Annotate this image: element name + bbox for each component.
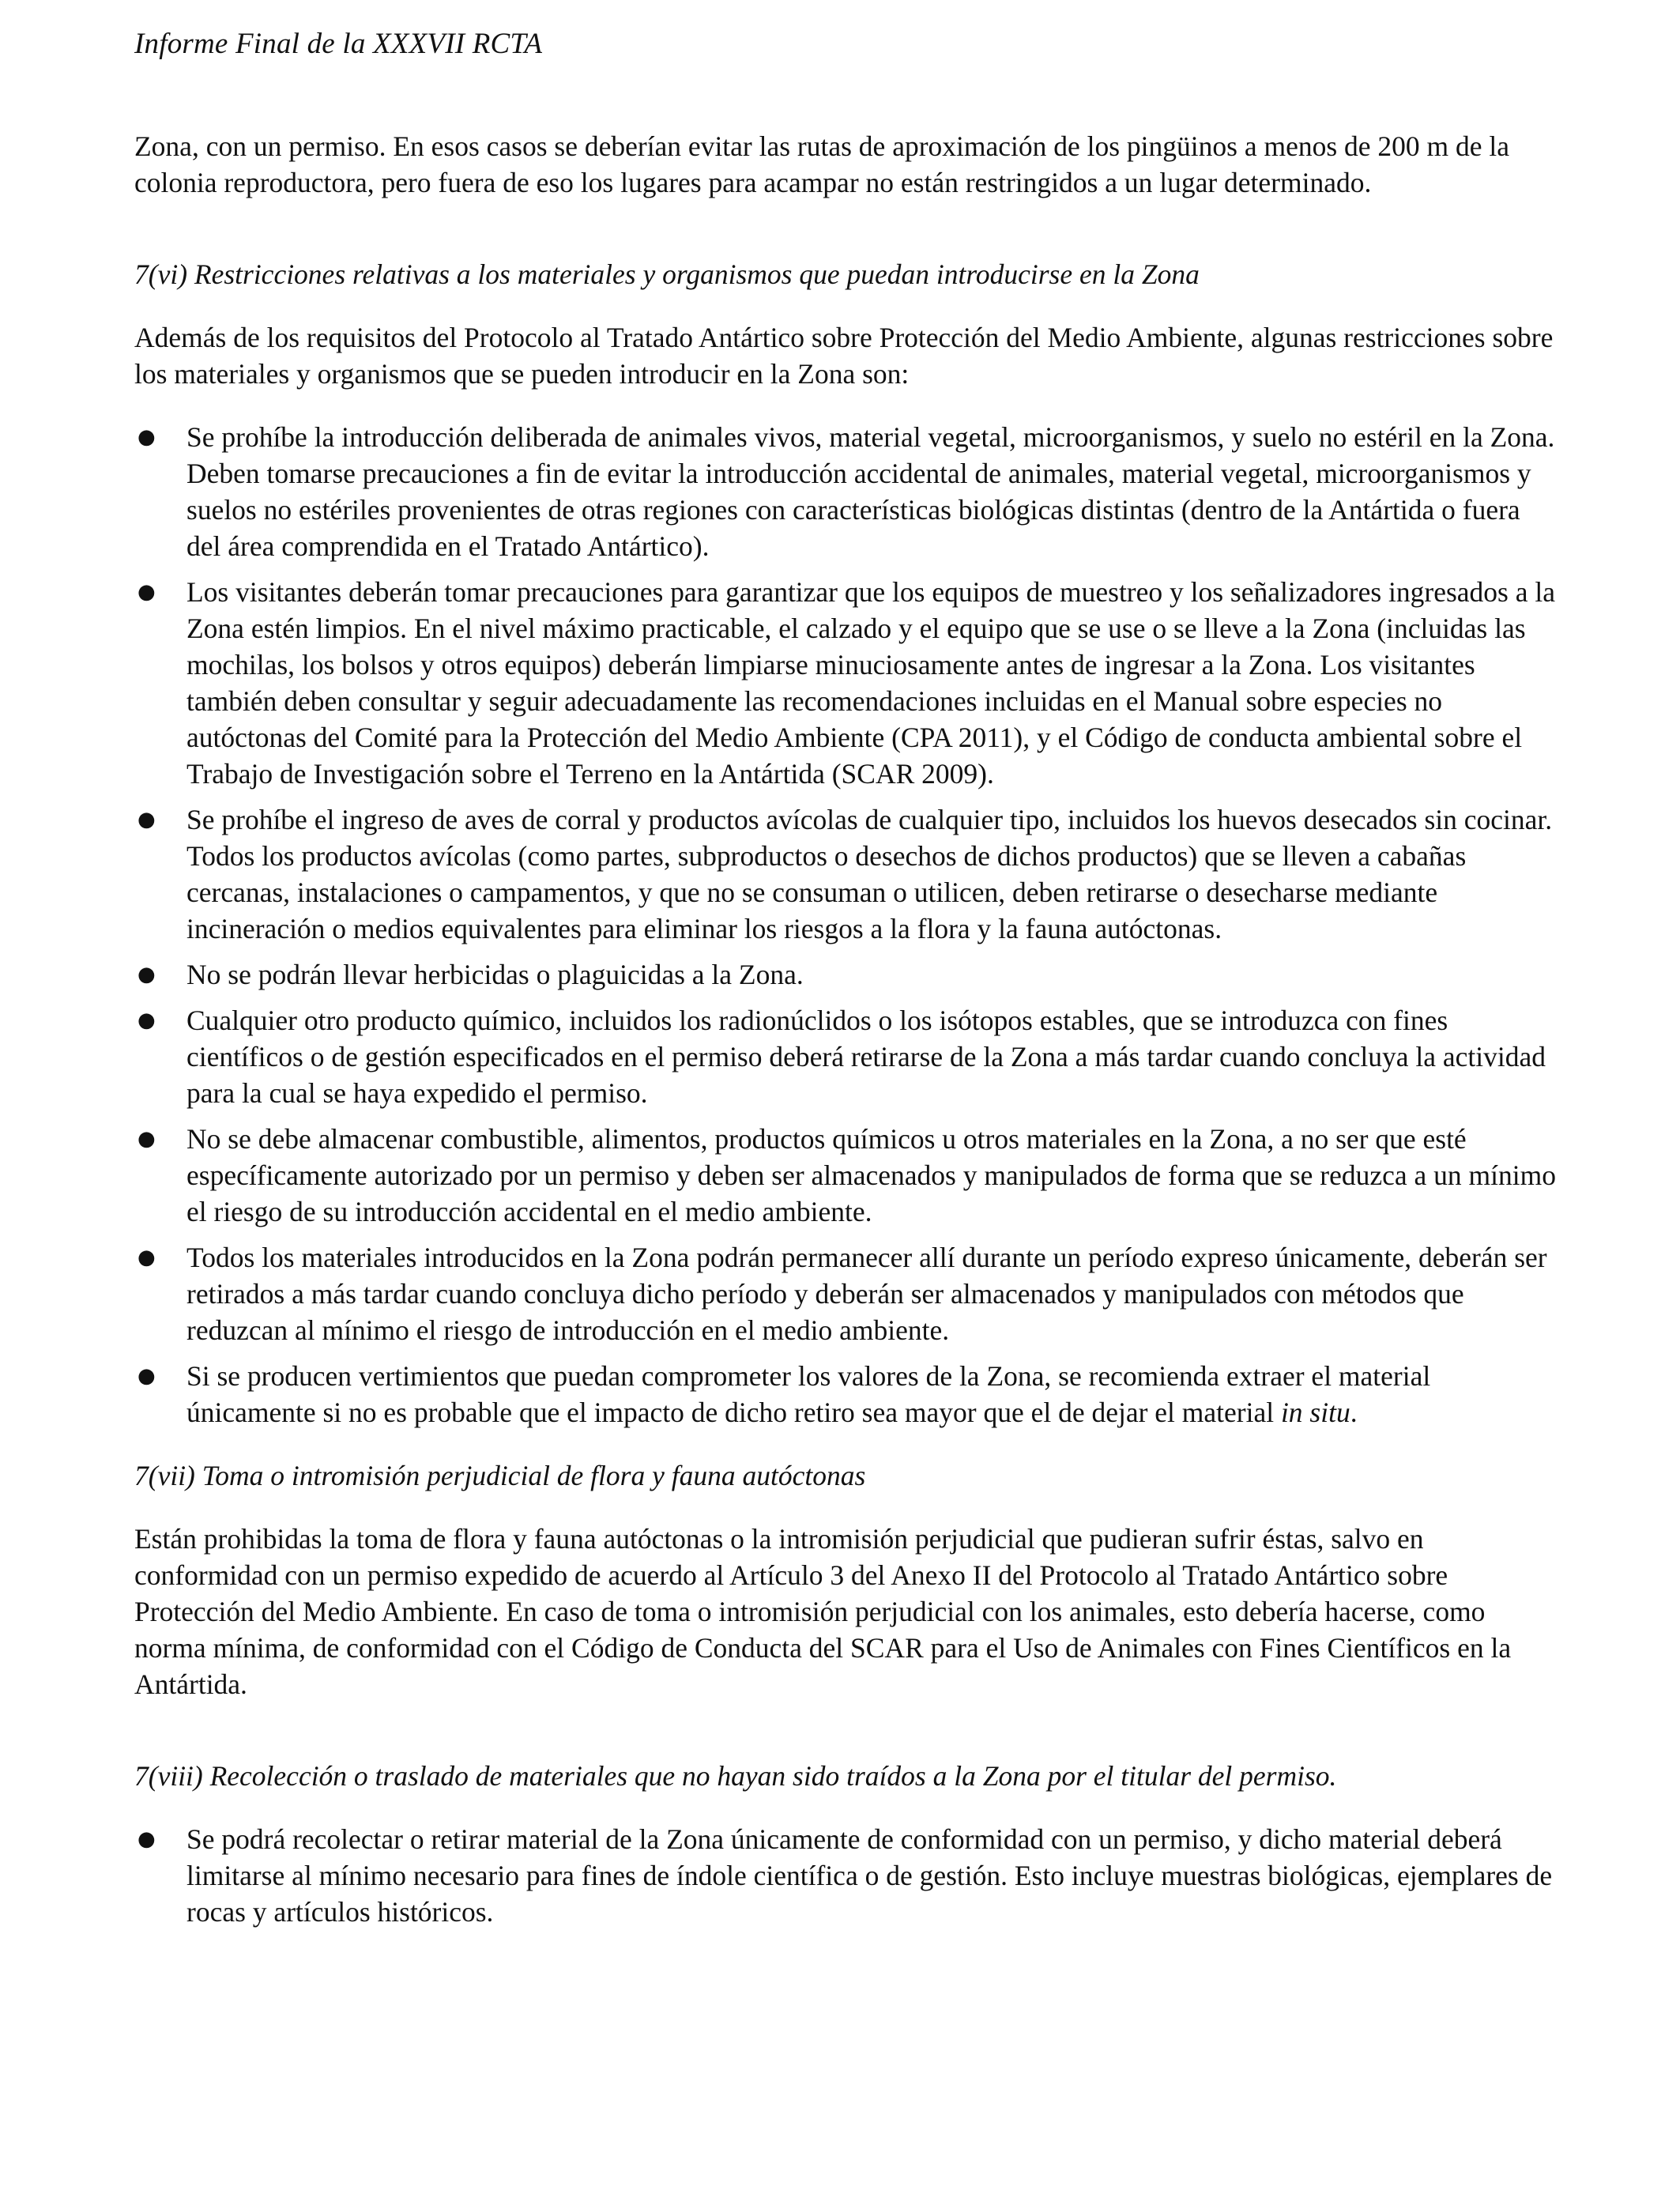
bullet-icon: ●: [137, 963, 156, 986]
section-7viii-bullet-list: [134, 1821, 1557, 1930]
bullet-icon: ●: [137, 1246, 156, 1269]
bullet-item: [134, 574, 1557, 792]
section-heading-7viii: 7(viii) Recolección o traslado de materiales que no hayan sido traídos a la Zona por el titular del permiso.: [134, 1760, 1337, 1792]
bullet-text: Cualquier otro producto químico, incluidos los radionúclidos o los isótopos estables, que se introduzca con fines científicos o de gestión especificados en el permiso deberá retirarse de la Zona a más tardar cuando concluya la actividad para la cual se haya expedido el permiso.: [186, 1005, 1546, 1109]
bullet-item: [134, 419, 1557, 564]
bullet-icon: ●: [137, 808, 156, 831]
bullet-icon: ●: [137, 425, 156, 449]
running-header: Informe Final de la XXXVII RCTA: [134, 28, 543, 60]
bullet-text: Se prohíbe el ingreso de aves de corral y productos avícolas de cualquier tipo, incluidos los huevos desecados sin cocinar. Todos los productos avícolas (como partes, subproductos o desechos de dichos productos) que se lleven a cabañas cercanas, instalaciones o campamentos, y que no se consuman o utilicen, deben retirarse o desecharse mediante incineración o medios equivalentes para eliminar los riesgos a la flora y la fauna autóctonas.: [186, 804, 1553, 944]
section-7vii-paragraph: Están prohibidas la toma de flora y fauna autóctonas o la intromisión perjudicial que pudieran sufrir éstas, salvo en conformidad con un permiso expedido de acuerdo al Artículo 3 del Anexo II del Protocolo al Tratado Antártico sobre Protección del Medio Ambiente. En caso de toma o intromisión perjudicial con los animales, esto debería hacerse, como norma mínima, de conformidad con el Código de Conducta del SCAR para el Uso de Animales con Fines Científicos en la Antártida.: [134, 1523, 1512, 1700]
bullet-text: Los visitantes deberán tomar precauciones para garantizar que los equipos de muestreo y los señalizadores ingresados a la Zona estén limpios. En el nivel máximo practicable, el calzado y el equipo que se use o se lleve a la Zona (incluidas las mochilas, los bolsos y otros equipos) deberán limpiarse minuciosamente antes de ingresar a la Zona. Los visitantes también deben consultar y seguir adecuadamente las recomendaciones incluidas en el Manual sobre especies no autóctonas del Comité para la Protección del Medio Ambiente (CPA 2011), y el Código de conducta ambiental sobre el Trabajo de Investigación sobre el Terreno en la Antártida (SCAR 2009).: [186, 576, 1555, 790]
bullet-text: Se prohíbe la introducción deliberada de animales vivos, material vegetal, microorganismos, y suelo no estéril en la Zona. Deben tomarse precauciones a fin de evitar la introducción accidental de animales, material vegetal, microorganismos y suelos no estériles provenientes de otras regiones con características biológicas distintas (dentro de la Antártida o fuera del área comprendida en el Tratado Antártico).: [186, 421, 1555, 562]
bullet-item: [134, 956, 1557, 993]
bullet-text: No se debe almacenar combustible, alimentos, productos químicos u otros materiales en la Zona, a no ser que esté específicamente autorizado por un permiso y deben ser almacenados y manipulados de forma que se reduzca a un mínimo el riesgo de su introducción accidental en el medio ambiente.: [186, 1123, 1556, 1227]
bullet-end-punctuation: .: [1350, 1397, 1358, 1428]
bullet-item: [134, 1002, 1557, 1111]
bullet-icon: ●: [137, 1127, 156, 1151]
bullet-text: No se podrán llevar herbicidas o plaguicidas a la Zona.: [186, 959, 804, 990]
bullet-icon: ●: [137, 580, 156, 604]
intro-paragraph: Zona, con un permiso. En esos casos se deberían evitar las rutas de aproximación de los pingüinos a menos de 200 m de la colonia reproductora, pero fuera de eso los lugares para acampar no están restringidos a un lugar determinado.: [134, 130, 1510, 198]
bullet-text: Se podrá recolectar o retirar material de la Zona únicamente de conformidad con un permiso, y dicho material deberá limitarse al mínimo necesario para fines de índole científica o de gestión. Esto incluye muestras biológicas, ejemplares de rocas y artículos históricos.: [186, 1823, 1553, 1928]
section-7vi-bullet-list: [134, 419, 1557, 1431]
bullet-italic-term: in situ: [1280, 1397, 1350, 1428]
bullet-item: [134, 801, 1557, 947]
bullet-item: [134, 1239, 1557, 1348]
section-7vi-lead: Además de los requisitos del Protocolo al Tratado Antártico sobre Protección del Medio Ambiente, algunas restricciones sobre los materiales y organismos que se pueden introducir en la Zona son:: [134, 322, 1554, 390]
bullet-icon: ●: [137, 1008, 156, 1032]
bullet-item: [134, 1121, 1557, 1230]
bullet-icon: ●: [137, 1827, 156, 1851]
bullet-item: [134, 1358, 1557, 1431]
bullet-text: Si se producen vertimientos que puedan comprometer los valores de la Zona, se recomienda extraer el material únicamente si no es probable que el impacto de dicho retiro sea mayor que el de dejar el material: [186, 1360, 1431, 1428]
section-heading-7vii: 7(vii) Toma o intromisión perjudicial de flora y fauna autóctonas: [134, 1460, 866, 1491]
document-body: [134, 128, 1557, 1957]
bullet-text: Todos los materiales introducidos en la Zona podrán permanecer allí durante un período expreso únicamente, deberán ser retirados a más tardar cuando concluya dicho período y deberán ser almacenados y manipulados con métodos que reduzcan al mínimo el riesgo de introducción en el medio ambiente.: [186, 1242, 1547, 1346]
bullet-icon: ●: [137, 1364, 156, 1388]
section-heading-7vi: 7(vi) Restricciones relativas a los materiales y organismos que puedan introducirse en la Zona: [134, 258, 1200, 290]
bullet-item: [134, 1821, 1557, 1930]
